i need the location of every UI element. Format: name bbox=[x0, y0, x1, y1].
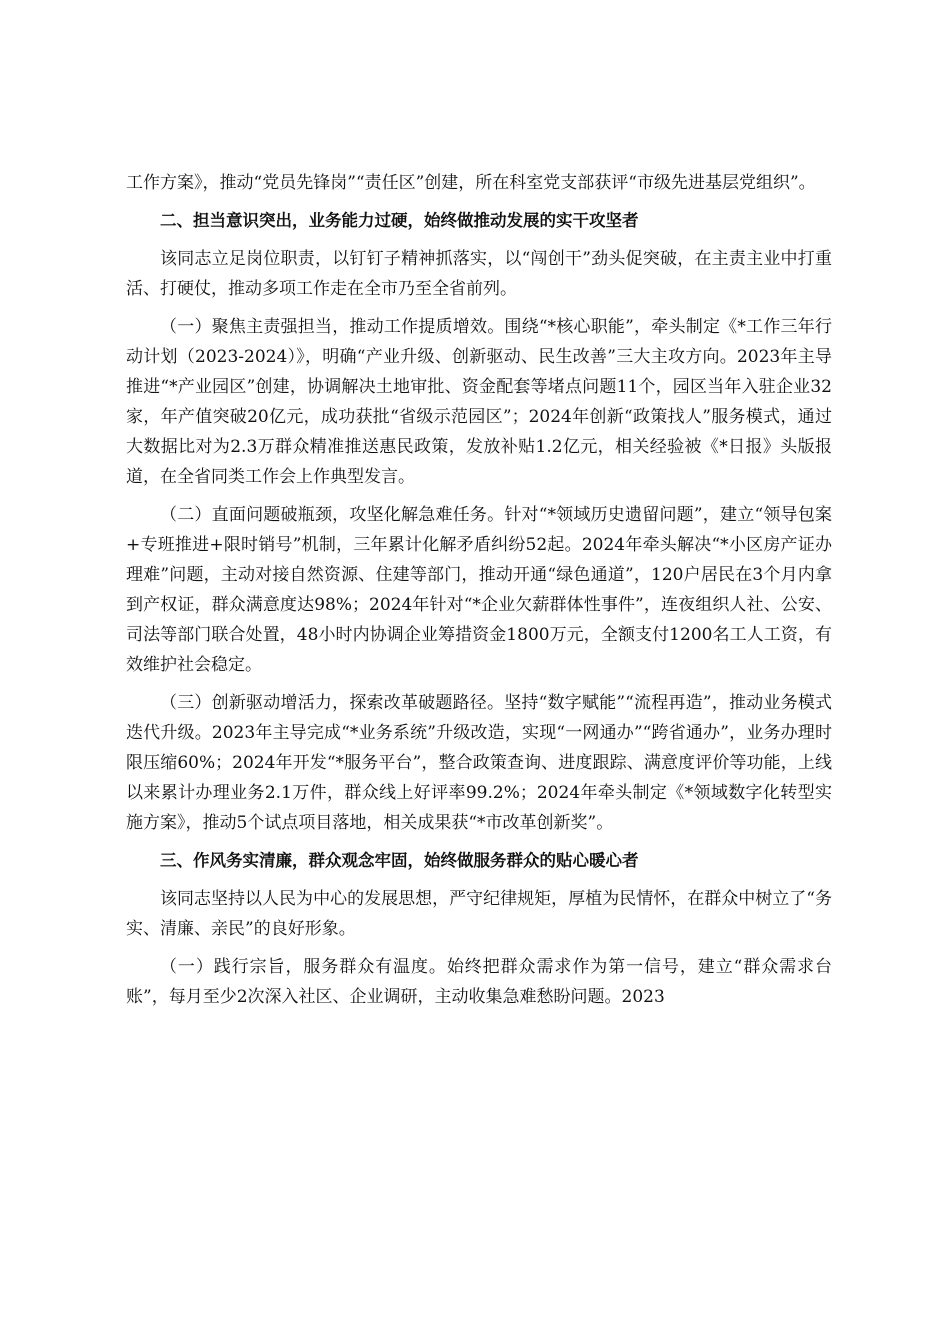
section-three-intro: 该同志坚持以人民为中心的发展思想，严守纪律规矩，厚植为民情怀，在群众中树立了“务实、清廉、亲民”的良好形象。 bbox=[126, 889, 832, 939]
section-two-item-one: （一）聚焦主责强担当，推动工作提质增效。围绕“*核心职能”，牵头制定《*工作三年行动计划（2023-2024）》，明确“产业升级、创新驱动、民生改善”三大主攻方向。2023年主导推进“*产业园区”创建，协调解决土地审批、资金配套等堵点问题11个，园区当年入驻企业32家，年产值突破20亿元，成功获批“省级示范园区”；2024年创新“政策找人”服务模式，通过大数据比对为2.3万群众精准推送惠民政策，发放补贴1.2亿元，相关经验被《*日报》头版报道，在全省同类工作会上作典型发言。 bbox=[126, 317, 832, 487]
document-body bbox=[126, 168, 832, 1020]
paragraph-continuation: 工作方案》，推动“党员先锋岗”“责任区”创建，所在科室党支部获评“市级先进基层党组织”。 bbox=[126, 173, 816, 193]
section-three-item-one: （一）践行宗旨，服务群众有温度。始终把群众需求作为第一信号，建立“群众需求台账”，每月至少2次深入社区、企业调研，主动收集急难愁盼问题。2023 bbox=[126, 957, 832, 1007]
section-heading-three: 三、作风务实清廉，群众观念牢固，始终做服务群众的贴心暖心者 bbox=[160, 851, 639, 870]
section-two-item-three: （三）创新驱动增活力，探索改革破题路径。坚持“数字赋能”“流程再造”，推动业务模式迭代升级。2023年主导完成“*业务系统”升级改造，实现“一网通办”“跨省通办”，业务办理时限压缩60%；2024年开发“*服务平台”，整合政策查询、进度跟踪、满意度评价等功能，上线以来累计办理业务2.1万件，群众线上好评率99.2%；2024年牵头制定《*领域数字化转型实施方案》，推动5个试点项目落地，相关成果获“*市改革创新奖”。 bbox=[126, 693, 832, 833]
section-heading-two: 二、担当意识突出，业务能力过硬，始终做推动发展的实干攻坚者 bbox=[160, 211, 639, 230]
section-two-item-two: （二）直面问题破瓶颈，攻坚化解急难任务。针对“*领域历史遗留问题”，建立“领导包案+专班推进+限时销号”机制，三年累计化解矛盾纠纷52起。2024年牵头解决“*小区房产证办理难”问题，主动对接自然资源、住建等部门，推动开通“绿色通道”，120户居民在3个月内拿到产权证，群众满意度达98%；2024年针对“*企业欠薪群体性事件”，连夜组织人社、公安、司法等部门联合处置，48小时内协调企业筹措资金1800万元，全额支付1200名工人工资，有效维护社会稳定。 bbox=[126, 505, 832, 675]
section-two-intro: 该同志立足岗位职责，以钉钉子精神抓落实，以“闯创干”劲头促突破，在主责主业中打重活、打硬仗，推动多项工作走在全市乃至全省前列。 bbox=[126, 249, 832, 299]
